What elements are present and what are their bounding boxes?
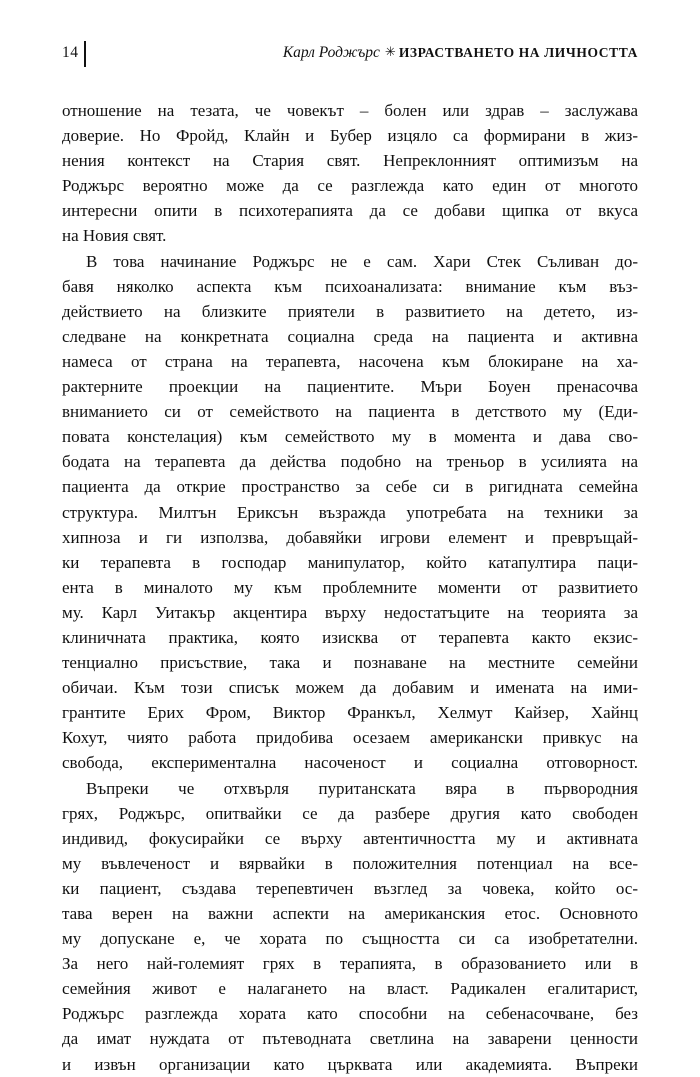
text-line: следване на конкретната социална среда на пациента и активна [62, 326, 638, 346]
text-line: отношение на тезата, че човекът – болен или здрав – заслужава [62, 101, 638, 120]
text-line: повата констелация) към семейството му в момента и дава сво- [62, 427, 638, 447]
text-line: ента в миналото му към проблемните моменти от развитието [62, 577, 638, 597]
text-line: тенциално присъствие, така и познаване на местните семейни [62, 653, 638, 673]
ornament-icon: ✳ [384, 44, 396, 59]
body-text [62, 98, 638, 1077]
running-header [62, 44, 638, 74]
page-number: 14 [62, 44, 79, 61]
text-line: бодата на терапевта да действа подобно на треньор в усилията на [62, 452, 638, 472]
text-line: Въпреки че отхвърля пуританската вяра в първородния [86, 778, 638, 798]
text-line: семейния живот е налагането на власт. Радикален егалитарист, [62, 979, 638, 999]
text-line: свобода, експериментална насоченост и социална отговорност. [62, 753, 638, 773]
text-line: намеса от страна на терапевта, насочена към блокиране на ха- [62, 351, 638, 371]
text-line: му допускане е, че хората по същността си са изобретателни. [62, 929, 638, 949]
text-line: нения контекст на Стария свят. Непреклонният оптимизъм на [62, 151, 638, 171]
text-line: ки терапевта в господар манипулатор, който катапултира паци- [62, 552, 638, 572]
text-line: и извън организации като църквата или академията. Въпреки [62, 1054, 638, 1074]
text-line: Роджърс вероятно може да се разглежда като един от многото [62, 176, 638, 196]
text-line: клиничната практика, която изисква от терапевта както екзис- [62, 627, 638, 647]
paragraph-1 [62, 98, 638, 249]
text-line: му въвлеченост и вярвайки в положителния потенциал на все- [62, 853, 638, 873]
paragraph-3 [62, 776, 638, 1077]
text-line: действието на близките приятели в развитието на детето, из- [62, 301, 638, 321]
text-line: тава верен на важни аспекти на американския етос. Основното [62, 904, 638, 923]
running-head [283, 44, 638, 62]
author-name: Карл Роджърс [282, 44, 380, 61]
text-line: грантите Ерих Фром, Виктор Франкъл, Хелмут Кайзер, Хайнц [62, 703, 638, 723]
text-line: Роджърс разглежда хората като способни на себенасочване, без [62, 1004, 638, 1024]
text-line: интересни опити в психотерапията да се добави щипка от вкуса [62, 201, 638, 221]
text-line: За него най-големият грях в терапията, в образованието или в [62, 954, 638, 974]
text-line: доверие. Но Фройд, Клайн и Бубер изцяло са формирани в жиз- [62, 126, 638, 146]
text-line: да имат нуждата от пътеводната светлина на заварени ценности [62, 1029, 638, 1049]
text-line: бавя няколко аспекта към психоанализата: внимание към въз- [62, 276, 638, 296]
text-line: хипноза и ги използва, добавяйки игрови елемент и превръщай- [62, 527, 638, 547]
text-line: на Новия свят. [62, 226, 167, 246]
paragraph-2 [62, 249, 638, 776]
text-line: пациента да открие пространство за себе си в ригидната семейна [62, 477, 638, 497]
text-line: ки пациент, създава терепевтичен възглед за човека, който ос- [62, 878, 638, 898]
text-line: Кохут, чиято работа придобива осезаем американски привкус на [62, 728, 638, 748]
text-line: грях, Роджърс, опитвайки се да разбере другия като свободен [62, 803, 638, 823]
text-line: В това начинание Роджърс не е сам. Хари Стек Съливан до- [86, 251, 638, 271]
text-line: структура. Милтън Ериксън възражда употребата на техники за [62, 502, 638, 522]
text-line: рактерните проекции на пациентите. Мъри Боуен пренасочва [62, 377, 638, 397]
book-title: ИЗРАСТВАНЕТО НА ЛИЧНОСТТА [398, 45, 638, 60]
text-line: обичаи. Към този списък можем да добавим и имената на ими- [62, 678, 638, 698]
page-number-divider [84, 41, 86, 67]
text-line: индивид, фокусирайки се върху автентичността му и активната [62, 828, 638, 848]
text-line: му. Карл Уитакър акцентира върху недостатъците на теорията за [62, 602, 638, 622]
text-line: вниманието си от семейството на пациента в детството му (Еди- [62, 402, 638, 422]
